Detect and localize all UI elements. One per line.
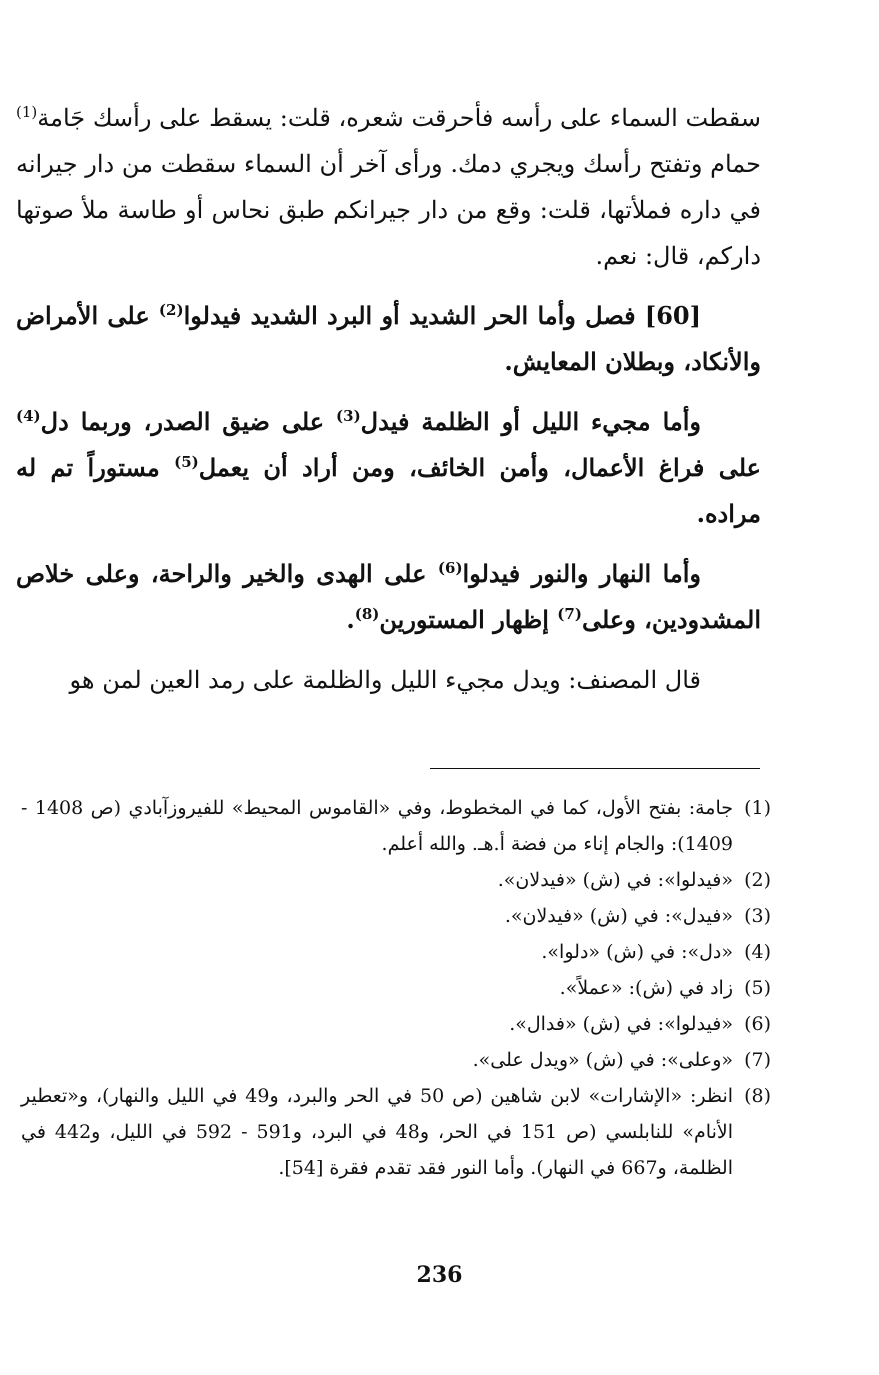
footnote-number: (6) [744, 1013, 771, 1035]
paragraph-4 [16, 551, 761, 643]
text-span: . [346, 605, 355, 634]
footnote-text: «فيدلوا»: في (ش) «فيدلان». [497, 869, 733, 891]
section-heading-word: فصل [585, 301, 636, 330]
text-span: قال المصنف: ويدل مجيء الليل والظلمة على رمد العين لمن هو [69, 666, 701, 694]
footnotes [21, 790, 771, 1186]
text-span: وأما النهار والنور فيدلوا [462, 559, 701, 588]
footnote-number: (2) [744, 869, 771, 891]
footnote-number: (3) [744, 905, 771, 927]
footnote-text: «فيدلوا»: في (ش) «فدال». [509, 1013, 733, 1035]
footnote-text: «دل»: في (ش) «دلوا». [541, 941, 733, 963]
footnote-text: «وعلى»: في (ش) «ويدل على». [472, 1049, 733, 1071]
footnote-number: (8) [744, 1085, 771, 1107]
footnote-ref-7: (7) [557, 605, 582, 623]
paragraph-3 [16, 399, 761, 537]
footnote-6 [21, 1006, 771, 1042]
footnote-ref-1: (1) [16, 103, 38, 121]
text-span: وأما مجيء الليل أو الظلمة فيدل [360, 407, 701, 436]
footnote-divider [430, 768, 760, 769]
footnote-number: (4) [744, 941, 771, 963]
footnote-text: زاد في (ش): «عملاً». [559, 977, 733, 999]
footnote-2 [21, 862, 771, 898]
footnote-text: جامة: بفتح الأول، كما في المخطوط، وفي «القاموس المحيط» للفيروزآبادي (ص 1408 - 1409): والجام إناء من فضة أ.هـ. والله أعلم. [21, 797, 733, 855]
footnote-ref-6: (6) [437, 559, 463, 577]
paragraph-1 [16, 95, 761, 279]
text-span: سقطت السماء على رأسه فأحرقت شعره، قلت: يسقط على رأسك جَامة [37, 104, 761, 132]
text-span: مستوراً تم له مراده. [16, 453, 761, 528]
footnote-number: (7) [744, 1049, 771, 1071]
text-span: على الأمراض والأنكاد، وبطلان المعايش. [16, 301, 761, 376]
paragraph-5 [16, 657, 761, 703]
footnote-7 [21, 1042, 771, 1078]
footnote-3 [21, 898, 771, 934]
text-span: حمام وتفتح رأسك ويجري دمك. ورأى آخر أن السماء سقطت من دار جيرانه في داره فملأتها، قلت: وقع من دار جيرانكم طبق نحاس أو طاسة ملأ صوتها داركم، قال: نعم. [16, 150, 761, 270]
text-span: إظهار المستورين [379, 605, 558, 634]
text-span: على الهدى والخير والراحة، وعلى خلاص المشدودين، وعلى [16, 559, 761, 634]
footnote-1 [21, 790, 771, 862]
footnote-number: (1) [744, 797, 771, 819]
text-span: وأما الحر الشديد أو البرد الشديد فيدلوا [183, 301, 586, 330]
footnote-ref-3: (3) [336, 407, 361, 425]
footnote-8 [21, 1078, 771, 1186]
text-span: على فراغ الأعمال، وأمن الخائف، ومن أراد أن يعمل [198, 453, 761, 482]
paragraph-2 [16, 293, 761, 385]
footnote-4 [21, 934, 771, 970]
footnote-5 [21, 970, 771, 1006]
footnote-ref-5: (5) [174, 453, 199, 471]
footnote-ref-8: (8) [354, 605, 380, 623]
main-text [16, 95, 761, 717]
text-span: على ضيق الصدر، وربما دل [40, 407, 337, 436]
footnote-number: (5) [744, 977, 771, 999]
footnote-ref-4: (4) [16, 407, 41, 425]
section-number: [60] [635, 301, 701, 330]
footnote-ref-2: (2) [158, 301, 184, 319]
page-number: 236 [416, 1262, 463, 1288]
footnote-text: «فيدل»: في (ش) «فيدلان». [504, 905, 733, 927]
footnote-text: انظر: «الإشارات» لابن شاهين (ص 50 في الحر والبرد، و49 في الليل والنهار)، و«تعطير الأنام» للنابلسي (ص 151 في الحر، و48 في البرد، و591 - 592 في الليل، و442 في الظلمة، و667 في النهار). وأما النور فقد تقدم فقرة [54]. [21, 1085, 734, 1179]
